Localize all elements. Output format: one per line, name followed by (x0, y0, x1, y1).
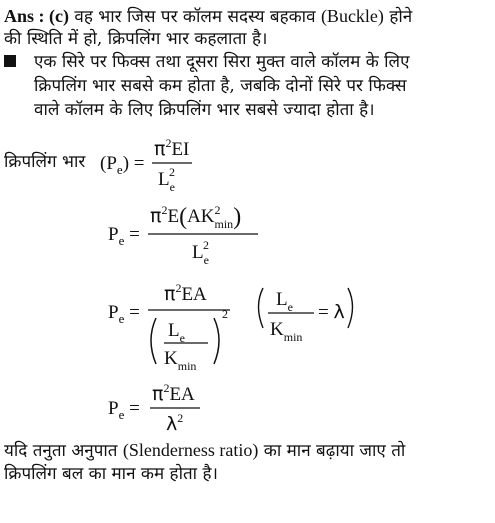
eq2-denominator: $L_e2$ (192, 238, 209, 267)
answer-line-1 (4, 4, 412, 29)
conclusion-text-before: यदि तनुता अनुपात (4, 441, 123, 461)
conclusion-line-2: क्रिपलिंग बल का मान कम होता है। (4, 464, 218, 484)
eq4-numerator: $\pi^2EA$ (152, 381, 195, 405)
formula-1-svg (100, 133, 240, 195)
formula-3-svg (108, 280, 368, 380)
eq2-numerator: $\pi^2E(AK^2$ min) (150, 203, 242, 231)
buckle-term: (Buckle) (320, 6, 384, 26)
answer-line-2: की स्थिति में हो, क्रिपलिंग भार कहलाता है। (4, 29, 268, 49)
crippling-load-label: क्रिपलिंग भार (4, 152, 86, 172)
eq1-numerator: $\pi^2EI$ (154, 136, 190, 160)
answer-label: Ans : (c) (4, 6, 69, 26)
eq4-denominator: $\lambda^2$ (166, 411, 184, 435)
formula-2-svg (108, 198, 278, 268)
pe-symbol: $(P_e)$ = (100, 153, 145, 177)
bullet-line-2: क्रिपलिंग भार सबसे कम होता है, जबकि दोनों सिरे पर फिक्स (34, 76, 407, 96)
eq3-inner-numerator: $L_e$ (168, 320, 185, 345)
eq3-left-paren (151, 318, 156, 364)
answer-text-after: होने (383, 7, 413, 27)
eq3-right-paren (214, 318, 219, 364)
formula-4-svg (108, 382, 228, 438)
eq3-inner-denominator: $K_{min}$ (164, 348, 197, 373)
formula-pe-eq1 (100, 133, 240, 201)
slenderness-numerator: $L_e$ (276, 289, 293, 314)
bullet-square-icon (4, 55, 16, 67)
eq2-lhs: $P_e$ = (108, 224, 140, 248)
eq1-denominator: $L_e2$ (158, 165, 175, 194)
conclusion-text-after: का मान बढ़ाया जाए तो (258, 441, 406, 461)
eq3-numerator: $\pi^2EA$ (164, 281, 207, 305)
bullet-line-3: वाले कॉलम के लिए क्रिपलिंग भार सबसे ज्यादा होता है। (34, 100, 375, 120)
slenderness-left-paren (259, 288, 264, 328)
slenderness-right-paren (348, 288, 353, 328)
eq3-lhs: $P_e$ = (108, 302, 140, 326)
slenderness-denominator: $K_{min}$ (270, 319, 303, 344)
conclusion-line-1 (4, 438, 405, 463)
bullet-line-1: एक सिरे पर फिक्स तथा दूसरा सिरा मुक्त वाले कॉलम के लिए (34, 52, 410, 72)
formula-pe-eq3 (108, 280, 368, 386)
formula-pe-eq4 (108, 382, 228, 444)
eq3-outer-exponent: 2 (222, 307, 228, 321)
formula-pe-eq2 (108, 198, 278, 274)
slenderness-rhs: = λ (318, 301, 345, 323)
eq4-lhs: $P_e$ = (108, 398, 140, 422)
answer-text-before: वह भार जिस पर कॉलम सदस्य बहकाव (69, 7, 321, 27)
slenderness-term: (Slenderness ratio) (122, 440, 259, 460)
